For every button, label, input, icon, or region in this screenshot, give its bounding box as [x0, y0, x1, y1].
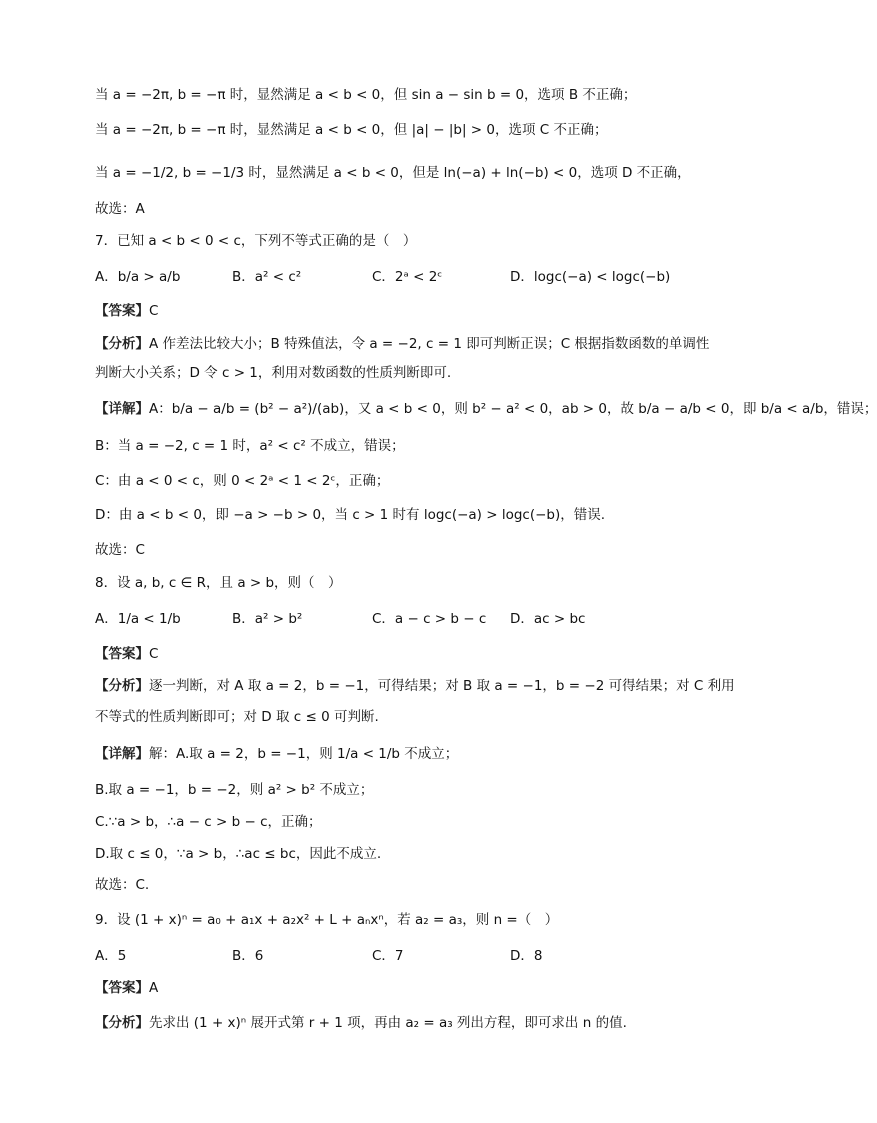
q8-detail-b: B.取 a = −1，b = −2，则 a² > b² 不成立； [95, 782, 374, 798]
q8-option-c: C．a − c > b − c [372, 611, 487, 627]
analysis-tag: 【分析】 [95, 336, 149, 352]
detail-tag: 【详解】 [95, 746, 149, 762]
answer-value: C [149, 646, 159, 662]
q9-option-a: A．5 [95, 948, 127, 964]
q8-analysis-line-1 [95, 677, 735, 695]
answer-value: A [149, 980, 159, 996]
analysis-tag: 【分析】 [95, 678, 149, 694]
prev-case-b: 当 a = −2π, b = −π 时，显然满足 a < b < 0，但 sin a − sin b = 0，选项 B 不正确； [95, 87, 637, 103]
q8-option-a: A．1/a < 1/b [95, 611, 181, 627]
detail-text: 解：A.取 a = 2，b = −1，则 1/a < 1/b 不成立； [149, 746, 459, 762]
q8-detail-d: D.取 c ≤ 0，∵a > b，∴ac ≤ bc，因此不成立. [95, 846, 382, 862]
q8-detail-c: C.∵a > b，∴a − c > b − c，正确； [95, 814, 322, 830]
q7-answer [95, 302, 158, 320]
q9-option-b: B．6 [232, 948, 264, 964]
q8-detail-a [95, 745, 458, 763]
analysis-text: 先求出 (1 + x)ⁿ 展开式第 r + 1 项，再由 a₂ = a₃ 列出方程，即可求出 n 的值. [149, 1015, 627, 1031]
q7-detail-a [95, 400, 877, 418]
prev-case-d: 当 a = −1/2, b = −1/3 时，显然满足 a < b < 0，但是 ln(−a) + ln(−b) < 0，选项 D 不正确， [95, 165, 691, 181]
analysis-tag: 【分析】 [95, 1015, 149, 1031]
q7-option-c: C．2ᵃ < 2ᶜ [372, 269, 443, 285]
q8-analysis-line-2: 不等式的性质判断即可；对 D 取 c ≤ 0 可判断. [95, 709, 379, 725]
prev-case-c: 当 a = −2π, b = −π 时，显然满足 a < b < 0，但 |a| − |b| > 0，选项 C 不正确； [95, 122, 608, 138]
q7-analysis-line-1 [95, 335, 709, 353]
q7-conclusion: 故选：C [95, 542, 145, 558]
analysis-text: 逐一判断，对 A 取 a = 2，b = −1，可得结果；对 B 取 a = −1，b = −2 可得结果；对 C 利用 [149, 678, 735, 694]
q8-stem: 8．设 a, b, c ∈ R，且 a > b，则（ ） [95, 575, 342, 591]
q7-option-b: B．a² < c² [232, 269, 302, 285]
q7-option-d: D．logc(−a) < logc(−b) [510, 269, 671, 285]
analysis-text: A 作差法比较大小；B 特殊值法，令 a = −2, c = 1 即可判断正误；C 根据指数函数的单调性 [149, 336, 710, 352]
q8-answer [95, 645, 158, 663]
detail-text: A：b/a − a/b = (b² − a²)/(ab)，又 a < b < 0，则 b² − a² < 0，ab > 0，故 b/a − a/b < 0，即 b/a < a/b，错误； [149, 401, 877, 417]
q7-stem: 7．已知 a < b < 0 < c，下列不等式正确的是（ ） [95, 233, 417, 249]
q7-detail-c: C：由 a < 0 < c，则 0 < 2ᵃ < 1 < 2ᶜ，正确； [95, 473, 390, 489]
q8-option-b: B．a² > b² [232, 611, 303, 627]
answer-tag: 【答案】 [95, 980, 149, 996]
q7-detail-b: B：当 a = −2, c = 1 时，a² < c² 不成立，错误； [95, 438, 405, 454]
q7-option-a: A．b/a > a/b [95, 269, 181, 285]
detail-tag: 【详解】 [95, 401, 149, 417]
prev-conclusion: 故选：A [95, 201, 145, 217]
q9-stem: 9．设 (1 + x)ⁿ = a₀ + a₁x + a₂x² + L + aₙxⁿ，若 a₂ = a₃，则 n =（ ） [95, 912, 559, 928]
q7-analysis-line-2: 判断大小关系；D 令 c > 1，利用对数函数的性质判断即可. [95, 365, 452, 381]
answer-tag: 【答案】 [95, 646, 149, 662]
q9-answer [95, 979, 158, 997]
q9-option-c: C．7 [372, 948, 404, 964]
q9-option-d: D．8 [510, 948, 543, 964]
answer-value: C [149, 303, 159, 319]
q8-option-d: D．ac > bc [510, 611, 586, 627]
q8-conclusion: 故选：C. [95, 877, 150, 893]
q9-analysis-line-1 [95, 1014, 627, 1032]
answer-tag: 【答案】 [95, 303, 149, 319]
q7-detail-d: D：由 a < b < 0，即 −a > −b > 0，当 c > 1 时有 logc(−a) > logc(−b)，错误. [95, 507, 606, 523]
